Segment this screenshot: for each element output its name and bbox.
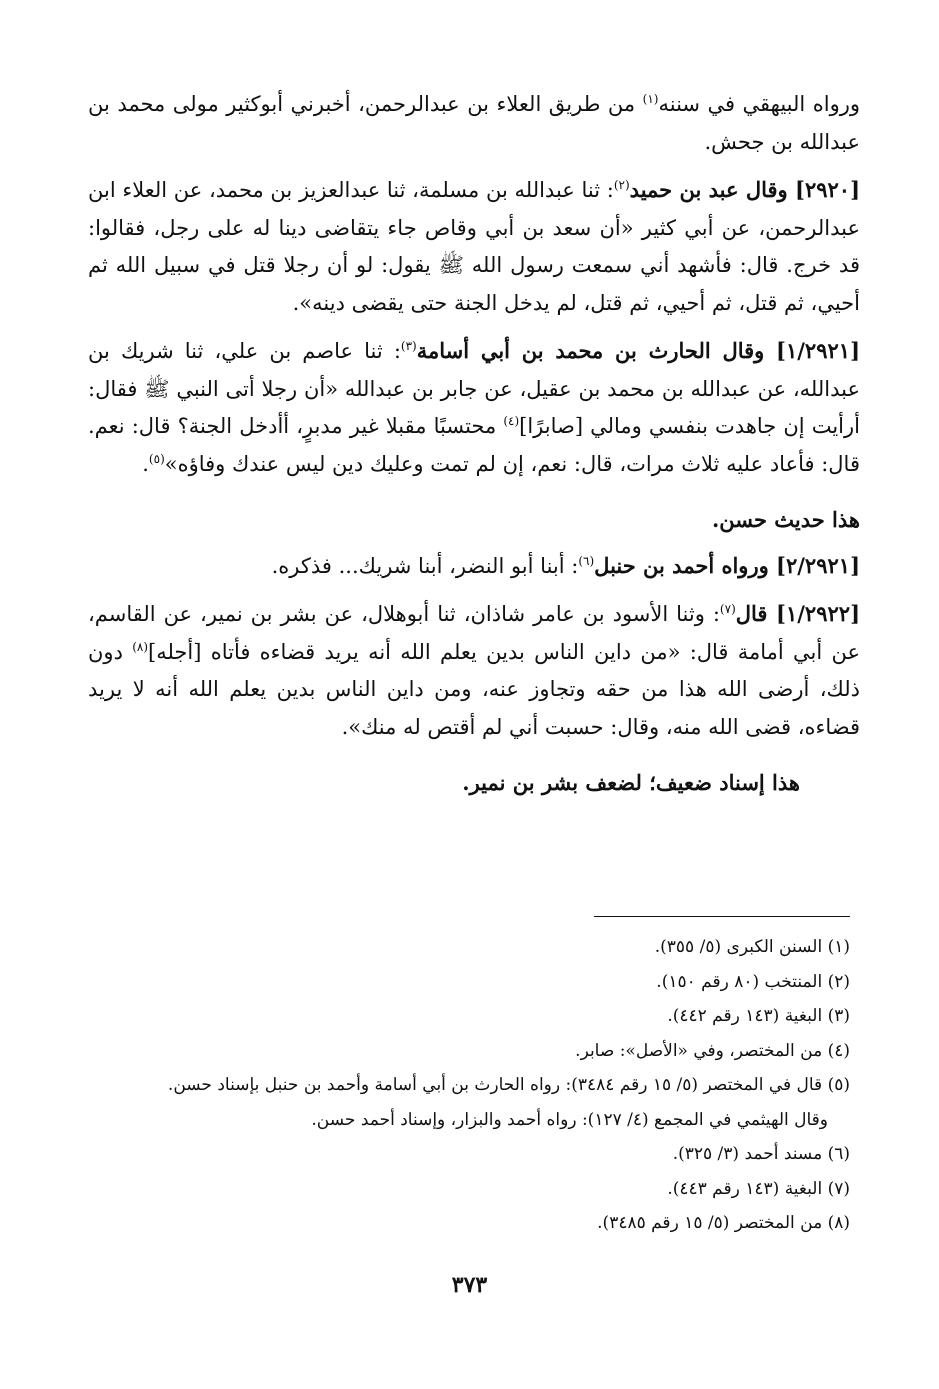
footnote-2: (٢) المنتخب (٨٠ رقم ١٥٠).: [656, 971, 850, 992]
hadith-heading: [٢٩٢٠] وقال عبد بن حميد: [629, 177, 860, 202]
paragraph-text: .: [142, 451, 149, 476]
paragraph-text: : أبنا أبو النضر، أبنا شريك... فذكره.: [271, 553, 579, 578]
footnote-ref: (٢): [613, 178, 630, 192]
hadith-2921-1: [88, 332, 860, 483]
hadith-2922-1: [88, 595, 860, 746]
footnote-ref: (١): [642, 92, 659, 106]
paragraph-text: دون ذلك، أرضى الله هذا من حقه وتجاوز عنه، ومن داين الناس بدين يعلم الله أنه لا يريد قضاءه، قضى الله منه، وقال: حسبت أني لم أقتص له منك».: [88, 639, 860, 739]
grading-hasan: هذا حديث حسن.: [711, 507, 860, 532]
hadith-heading: [٢/٢٩٢١] ورواه أحمد بن حنبل: [594, 552, 860, 578]
footnote-ref: (٤): [503, 414, 520, 428]
grading-daif: هذا إسناد ضعيف؛ لضعف بشر بن نمير.: [462, 770, 800, 795]
page-number: ٣٧٣: [451, 1272, 488, 1298]
hadith-heading: [١/٢٩٢١] وقال الحارث بن محمد بن أبي أسامة: [416, 338, 860, 363]
footnote-ref: (٥): [148, 451, 165, 466]
paragraph-text: من طريق العلاء بن عبدالرحمن، أخبرني أبوكثير مولى محمد بن عبدالله بن جحش.: [88, 92, 860, 154]
footnote-8: (٨) من المختصر (٥/ ١٥ رقم ٣٤٨٥).: [597, 1213, 850, 1233]
footnote-4: (٤) من المختصر، وفي «الأصل»: صابر.: [575, 1040, 850, 1061]
footnote-3: (٣) البغية (١٤٣ رقم ٤٤٢).: [667, 1006, 850, 1026]
hadith-2921-2: [88, 547, 860, 586]
intro-paragraph: [88, 86, 860, 161]
footnote-7: (٧) البغية (١٤٣ رقم ٤٤٣).: [667, 1178, 850, 1199]
hadith-2920: [88, 171, 860, 322]
paragraph-text: ورواه البيهقي في سننه: [658, 92, 860, 116]
paragraph-text: : ثنا عاصم بن علي، ثنا شريك بن عبدالله، عن عبدالله بن محمد بن عقيل، عن جابر بن عبدالله «أن رجلا أتى النبي ﷺ فقال: أرأيت إن جاهدت بنفسي ومالي [صابرًا]: [88, 339, 860, 438]
footnotes: [80, 930, 850, 1241]
footnote-ref: (٦): [578, 553, 595, 568]
footnote-5: (٥) قال في المختصر (٥/ ١٥ رقم ٣٤٨٤): رواه الحارث بن أبي أسامة وأحمد بن حنبل بإسناد حسن.: [167, 1075, 850, 1095]
footnote-ref: (٧): [719, 602, 736, 616]
footnote-6: (٦) مسند أحمد (٣/ ٣٢٥).: [672, 1144, 850, 1164]
hadith-heading: [١/٢٩٢٢] قال: [735, 601, 860, 626]
footnote-separator: [594, 916, 850, 917]
paragraph-text: : ثنا عبدالله بن مسلمة، ثنا عبدالعزيز بن محمد، عن العلاء ابن عبدالرحمن، عن أبي كثير «أن سعد بن أبي وقاص جاء يتقاضى دينا له على رجل، فقالوا: قد خرج. قال: فأشهد أني سمعت رسول الله ﷺ يقول: لو أن رجلا قتل في سبيل الله ثم أحيي، ثم قتل، ثم أحيي، ثم قتل، لم يدخل الجنة حتى يقضى دينه».: [88, 178, 860, 315]
main-text: [88, 86, 860, 810]
footnote-ref: (٣): [400, 339, 417, 353]
paragraph-text: : وثنا الأسود بن عامر شاذان، ثنا أبوهلال، عن بشر بن نمير، عن القاسم، عن أبي أمامة قال: «من داين الناس بدين يعلم الله أنه يريد قضاءه فأتاه [أجله]: [88, 602, 860, 664]
paragraph-text: محتسبًا مقبلا غير مدبرٍ، أأدخل الجنة؟ قال: نعم. قال: فأعاد عليه ثلاث مرات، قال: نعم، إن لم تمت وعليك دين ليس عندك وفاؤه»: [88, 414, 860, 476]
footnote-1: (١) السنن الكبرى (٥/ ٣٥٥).: [654, 937, 850, 957]
footnote-5-continued: وقال الهيثمي في المجمع (٤/ ١٢٧): رواه أحمد والبزار، وإسناد أحمد حسن.: [311, 1109, 828, 1130]
footnote-ref: (٨): [132, 639, 149, 654]
